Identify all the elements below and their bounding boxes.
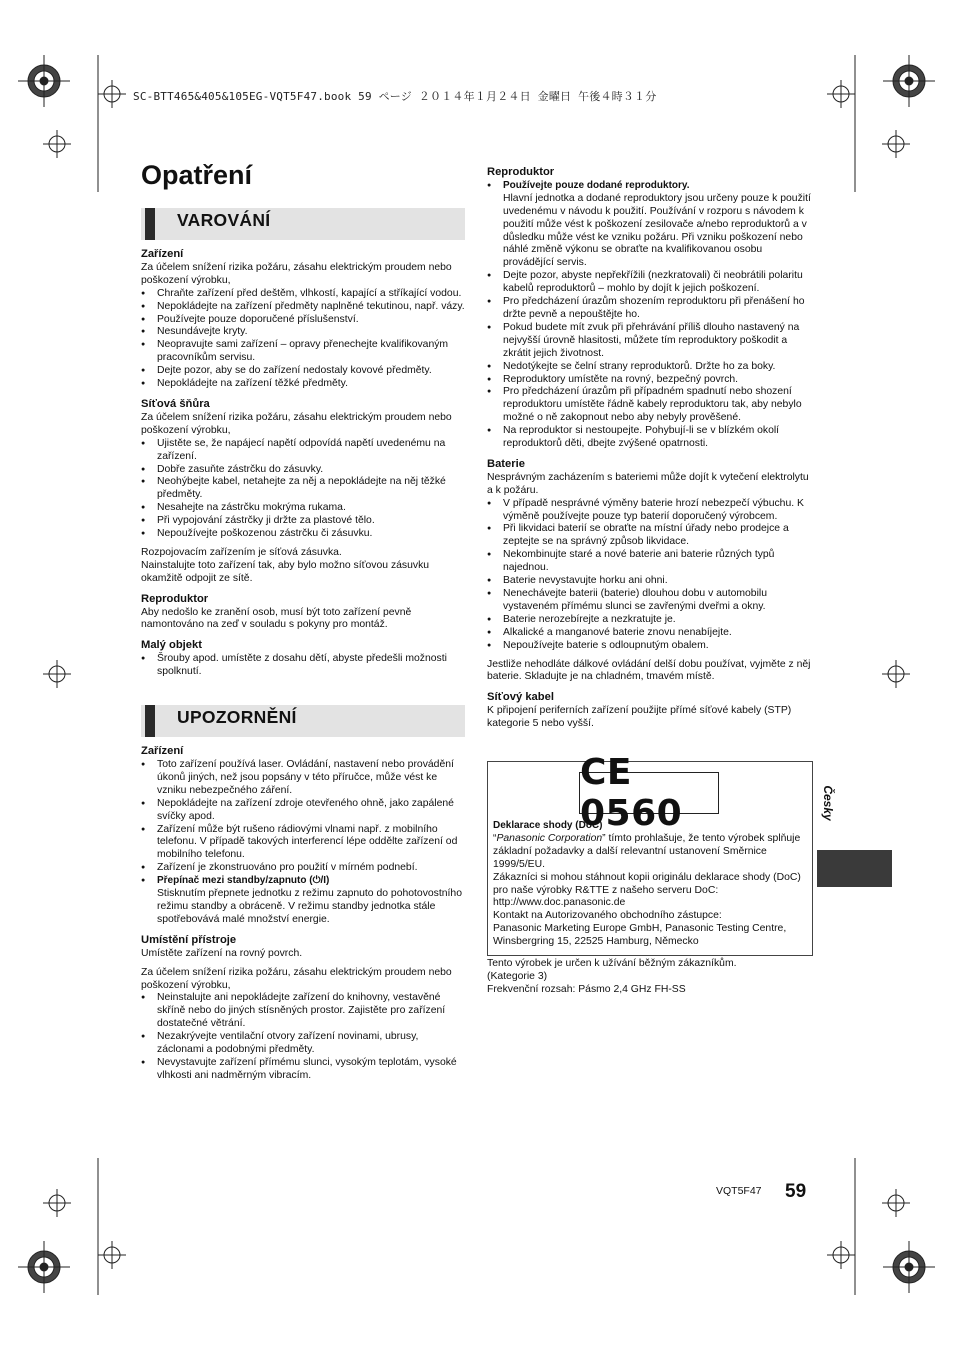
- list-item: ● Šrouby apod. umístěte z dosahu dětí, abyste předešli možnosti spolknutí.: [141, 653, 465, 679]
- list-item: ● Neopravujte sami zařízení – opravy přenechejte kvalifikovaným pracovníkům servisu.: [141, 339, 465, 365]
- speaker-heading: Reproduktor: [487, 166, 555, 178]
- battery-heading: Baterie: [487, 457, 525, 470]
- doc-contact-1: Kontakt na Autorizovaného obchodního zástupce:: [493, 910, 722, 922]
- warning-speaker-heading: Reproduktor: [141, 592, 209, 605]
- standby-text: Stisknutím přepnete jednotku z režimu zapnuto do pohotovostního režimu standby a obráceně. V režimu standby jednotka stále spotřebovává malé množství energie.: [157, 888, 462, 925]
- list-item: ● Pro předcházení úrazům při případném spadnutí nebo shození reproduktoru umístěte řádně kabely reproduktoru tak, aby nebylo možné o ně zakopnout nebo aby nebyly prověšené.: [487, 386, 813, 425]
- ce-mark-text: CE 0560: [580, 752, 683, 834]
- page-number: 59: [785, 1181, 807, 1202]
- caution-device-list: [141, 759, 465, 927]
- ce-mark: [579, 752, 719, 834]
- list-item: ● Nepokládejte na zařízení předměty naplněné tekutinou, např. vázy.: [141, 301, 465, 314]
- warning-cord-intro: Za účelem snížení rizika požáru, zásahu elektrickým proudem nebo poškození výrobku,: [141, 411, 452, 436]
- cord-note-2: Nainstalujte toto zařízení tak, aby bylo možno síťovou zásuvku okamžitě odpojit ze sítě.: [141, 559, 430, 584]
- warning-small-heading: Malý objekt: [141, 639, 202, 652]
- list-item: ● Nepoužívejte poškozenou zástrčku či zásuvku.: [141, 528, 465, 541]
- language-label: Česky: [821, 785, 835, 821]
- list-item: ● Nevystavujte zařízení přímému slunci, vysokým teplotám, vysoké vlhkosti ani nadměrným vibracím.: [141, 1057, 465, 1083]
- category-line-2: (Kategorie 3): [487, 970, 548, 982]
- list-item: ● Při vypojování zástrčky ji držte za plastové tělo.: [141, 515, 465, 528]
- warning-small-list: [141, 653, 465, 679]
- list-item: ● Nesundávejte kryty.: [141, 326, 465, 339]
- doc-contact-2: Panasonic Marketing Europe GmbH, Panasonic Testing Centre, Winsbergring 15, 22525 Hamburg, Německo: [493, 923, 787, 948]
- doc-heading: Deklarace shody (DoC): [493, 820, 603, 831]
- warning-bar: [141, 208, 465, 240]
- list-item: ● Při likvidaci baterií se obraťte na místní úřady nebo prodejce a zeptejte se na správný způsob likvidace.: [487, 523, 813, 549]
- list-item: ● Nesahejte na zástrčku mokrýma rukama.: [141, 502, 465, 515]
- category-notes: [487, 958, 813, 997]
- list-item: ● Dobře zasuňte zástrčku do zásuvky.: [141, 464, 465, 477]
- standby-label: Přepínač mezi standby/zapnuto (⏻/I): [157, 875, 330, 887]
- list-item: ● Neohýbejte kabel, netahejte za něj a nepokládejte na něj těžké předměty.: [141, 476, 465, 502]
- category-line-3: Frekvenční rozsah: Pásmo 2,4 GHz FH-SS: [487, 983, 686, 995]
- list-item: [487, 180, 813, 270]
- list-item: ● Pokud budete mít zvuk při přehrávání příliš dlouho nastavený na nejvyšší úrovně hlasitosti, můžete tím reproduktory poškodit a zkrátit jejich životnost.: [487, 322, 813, 361]
- right-column: [487, 166, 813, 731]
- battery-intro: Nesprávným zacházením s bateriemi může dojít k vytečení elektrolytu a k požáru.: [487, 471, 809, 496]
- print-header-line: SC-BTT465&405&105EG-VQT5F47.book 59 ページ ２０１４年１月２４日 金曜日 午後４時３１分: [133, 90, 657, 103]
- placement-heading: Umístění přístroje: [141, 933, 237, 946]
- list-item: ● Nepokládejte na zařízení zdroje otevřeného ohně, jako zapálené svíčky apod.: [141, 798, 465, 824]
- list-item: ● Nepokládejte na zařízení těžké předměty.: [141, 378, 465, 391]
- list-item: ● Nenechávejte baterii (baterie) dlouhou dobu v automobilu vystaveném přímému slunci se zavřenými dveřmi a okny.: [487, 588, 813, 614]
- list-item: ● V případě nesprávné výměny baterie hrozí nebezpečí výbuchu. K výměně používejte pouze typ baterií doporučený výrobcem.: [487, 498, 813, 524]
- list-item: ● Chraňte zařízení před deštěm, vlhkostí, kapající a stříkající vodou.: [141, 288, 465, 301]
- list-item: ● Zařízení může být rušeno rádiovými vlnami např. z mobilního telefonu. V případě takových interferencí lépe oddělte zařízení od mobilního telefonu.: [141, 824, 465, 863]
- cord-note-1: Rozpojovacím zařízením je síťová zásuvka.: [141, 546, 342, 558]
- language-tab: [817, 850, 892, 887]
- battery-list: [487, 498, 813, 653]
- list-item: ● Neinstalujte ani nepokládejte zařízení do knihovny, vestavěné skříně nebo do jiných stísněných prostor. Zajistěte pro zařízení dostatečné větrání.: [141, 992, 465, 1031]
- warning-device-heading: Zařízení: [141, 248, 184, 260]
- list-item: ● Reproduktory umístěte na rovný, bezpečný povrch.: [487, 374, 813, 387]
- warning-cord-heading: Síťová šňůra: [141, 397, 210, 410]
- doc-company: Panasonic Corporation: [496, 832, 603, 844]
- list-item: ● Zařízení je zkonstruováno pro použití v mírném podnebí.: [141, 862, 465, 875]
- list-item: ● Dejte pozor, abyste nepřekřížili (nezkratovali) či neobrátili polaritu kabelů reproduktorů – mohlo by dojít k jejich poškození.: [487, 270, 813, 296]
- battery-note: Jestliže nehodláte dálkové ovládání delší dobu používat, vyjměte z něj baterie. Skladujte je na chladném, tmavém místě.: [487, 658, 811, 683]
- list-item: ● Nekombinujte staré a nové baterie ani baterie různých typů najednou.: [487, 549, 813, 575]
- list-item: ● Toto zařízení používá laser. Ovládání, nastavení nebo provádění úkonů jiných, než jsou popsány v této příručce, může vést ke vzniku nebezpečného záření.: [141, 759, 465, 798]
- warning-cord-list: [141, 438, 465, 541]
- list-item: ● Nezakrývejte ventilační otvory zařízení novinami, ubrusy, záclonami a podobnými předměty.: [141, 1031, 465, 1057]
- doc-line-2: Zákazníci si mohou stáhnout kopii originálu deklarace shody (DoC) pro naše výrobky R&TTE z našeho serveru DoC:: [493, 871, 801, 896]
- placement-text: Umístěte zařízení na rovný povrch.: [141, 947, 303, 959]
- doc-line-1: “Panasonic Corporation” tímto prohlašuje, že tento výrobek splňuje základní požadavky a další relevantní ustanovení Směrnice 1999/5/EU.: [493, 832, 801, 870]
- warning-device-list: [141, 288, 465, 391]
- list-item: ● Pro předcházení úrazům shozením reproduktoru při přenášení ho držte pevně a nepouštějte ho.: [487, 296, 813, 322]
- list-item: ● Nepoužívejte baterie s odloupnutým obalem.: [487, 640, 813, 653]
- model-code: VQT5F47: [716, 1185, 762, 1197]
- category-line-1: Tento výrobek je určen k užívání běžným zákazníkům.: [487, 958, 737, 969]
- lan-heading: Síťový kabel: [487, 691, 554, 704]
- doc-text: [493, 820, 808, 949]
- placement-intro: Za účelem snížení rizika požáru, zásahu elektrickým proudem nebo poškození výrobku,: [141, 966, 452, 991]
- list-item: ● Používejte pouze doporučené příslušenství.: [141, 314, 465, 327]
- caution-bar: [141, 705, 465, 737]
- warning-speaker-text: Aby nedošlo ke zranění osob, musí být toto zařízení pevně namontováno na zeď v souladu s pokyny pro montáž.: [141, 606, 412, 631]
- list-item: ● Ujistěte se, že napájecí napětí odpovídá napětí uvedenému na zařízení.: [141, 438, 465, 464]
- list-item: ● Dejte pozor, aby se do zařízení nedostaly kovové předměty.: [141, 365, 465, 378]
- doc-line-1-rest: ” tímto prohlašuje, že tento výrobek splňuje základní požadavky a další relevantní ustanovení Směrnice 1999/5/EU.: [493, 832, 801, 870]
- list-item: ● Na reproduktor si nestoupejte. Pohybují-li se v blízkém okolí reproduktorů děti, dbejte zvýšené opatrnosti.: [487, 425, 813, 451]
- list-item: ● Alkalické a manganové baterie znovu nenabíjejte.: [487, 627, 813, 640]
- placement-list: [141, 992, 465, 1082]
- warning-device-intro: Za účelem snížení rizika požáru, zásahu elektrickým proudem nebo poškození výrobku,: [141, 261, 452, 286]
- left-column: [141, 208, 465, 1083]
- lan-text: K připojení periferních zařízení použijte přímé síťové kabely (STP) kategorie 5 nebo vyšší.: [487, 705, 792, 730]
- caution-device-heading: Zařízení: [141, 745, 184, 758]
- list-item: [141, 875, 465, 927]
- speaker-list: [487, 180, 813, 451]
- doc-box: [487, 752, 813, 956]
- speaker-first-label: Používejte pouze dodané reproduktory.: [503, 179, 690, 191]
- doc-url[interactable]: http://www.doc.panasonic.de: [493, 897, 626, 909]
- list-item: ● Baterie nevystavujte horku ani ohni.: [487, 575, 813, 588]
- page-title: Opatření: [141, 160, 253, 190]
- speaker-first-text: Hlavní jednotka a dodané reproduktory jsou určeny pouze k použití uvedenému v návodu k použití. Používání v rozporu s návodem k použití může vést k poškození zesilovače a/nebo reproduktorů a v důsledku může vést ke vzniku požáru. Při vzniku poškození nebo náhlé změně výkonu se obraťte na kvalifikovanou osobu provádějící servis.: [503, 192, 811, 269]
- list-item: ● Nedotýkejte se čelní strany reproduktorů. Držte ho za boky.: [487, 361, 813, 374]
- warning-bar-label: VAROVÁNÍ: [177, 210, 271, 230]
- caution-bar-label: UPOZORNĚNÍ: [177, 707, 297, 728]
- list-item: ● Baterie nerozebírejte a nezkratujte je.: [487, 614, 813, 627]
